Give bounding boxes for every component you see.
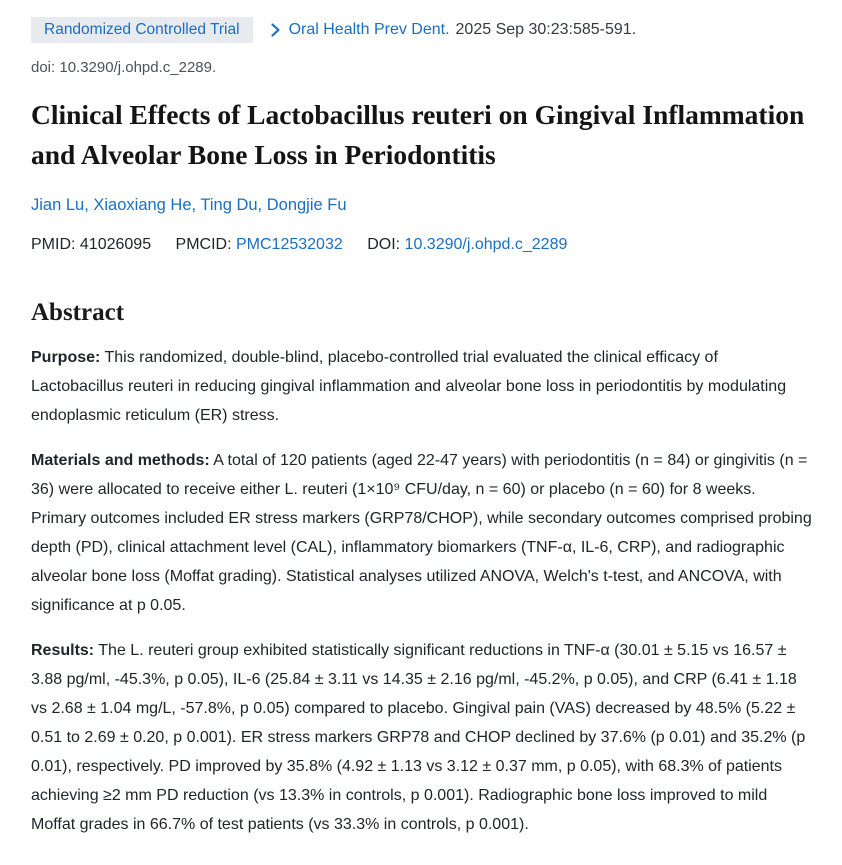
purpose-text: This randomized, double-blind, placebo-controlled trial evaluated the clinical efficacy of Lactobacillus reuteri in reducing gingival inflammation and alveolar bone loss in periodontitis by modulating endoplasmic reticulum (ER) stress. [31,349,787,424]
pmid-value: 41026095 [79,236,152,253]
doi-label: DOI: [367,236,401,253]
journal-link[interactable]: Oral Health Prev Dent. [288,21,450,38]
doi-line: doi: 10.3290/j.ohpd.c_2289. [31,59,217,76]
doi-link[interactable]: 10.3290/j.ohpd.c_2289 [404,236,568,253]
methods-text: A total of 120 patients (aged 22-47 years) with periodontitis (n = 84) or gingivitis (n = 36) were allocated to receive either L. reuteri (1×10⁹ CFU/day, n = 60) or placebo (n = 60) for 8 weeks. Primary outcomes included ER stress markers (GRP78/CHOP), while secondary outcomes comprised probing depth (PD), clinical attachment level (CAL), inflammatory biomarkers (TNF-α, IL-6, CRP), and radiographic alveolar bone loss (Moffat grading). Statistical analyses utilized ANOVA, Welch's t-test, and ANCOVA, with significance at p 0.05. [31,452,812,614]
abstract-section-results [31,636,812,839]
publication-type-badge[interactable]: Randomized Controlled Trial [31,17,253,43]
pmcid-link[interactable]: PMC12532032 [236,236,343,253]
pmcid-label: PMCID: [175,236,232,253]
chevron-right-icon [270,22,281,38]
results-label: Results: [31,642,95,659]
citation-header [31,17,812,43]
pmid-group [31,236,151,253]
results-text: The L. reuteri group exhibited statistically significant reductions in TNF-α (30.01 ± 5.15 vs 16.57 ± 3.88 pg/ml, -45.3%, p 0.05), IL-6 (25.84 ± 3.11 vs 14.35 ± 2.16 pg/ml, -45.2%, p 0.05), and CRP (6.41 ± 1.18 vs 2.68 ± 1.04 mg/L, -57.8%, p 0.05) compared to placebo. Gingival pain (VAS) decreased by 48.5% (5.22 ± 0.51 to 2.69 ± 0.20, p 0.001). ER stress markers GRP78 and CHOP declined by 37.6% (p 0.01) and 35.2% (p 0.01), respectively. PD improved by 35.8% (4.92 ± 1.13 vs 3.12 ± 0.37 mm, p 0.05), with 68.3% of patients achieving ≥2 mm PD reduction (vs 13.3% in controls, p 0.001). Radiographic bone loss improved to mild Moffat grades in 66.7% of test patients (vs 33.3% in controls, p 0.001). [31,642,806,833]
authors-links[interactable]: Jian Lu, Xiaoxiang He, Ting Du, Dongjie Fu [31,196,347,214]
abstract-section-purpose [31,343,812,430]
pmid-label: PMID: [31,236,76,253]
pmcid-group [176,236,343,253]
methods-label: Materials and methods: [31,452,210,469]
abstract-heading: Abstract [31,299,125,326]
journal-expand-button[interactable] [270,22,281,38]
citation-text: 2025 Sep 30:23:585-591. [455,21,637,38]
purpose-label: Purpose: [31,349,101,366]
doi-group [367,236,567,253]
identifiers-row [31,236,812,254]
abstract-section-methods [31,446,812,620]
article-title: Clinical Effects of Lactobacillus reuteri on Gingival Inflammation and Alveolar Bone Loss in Periodontitis [31,99,805,170]
